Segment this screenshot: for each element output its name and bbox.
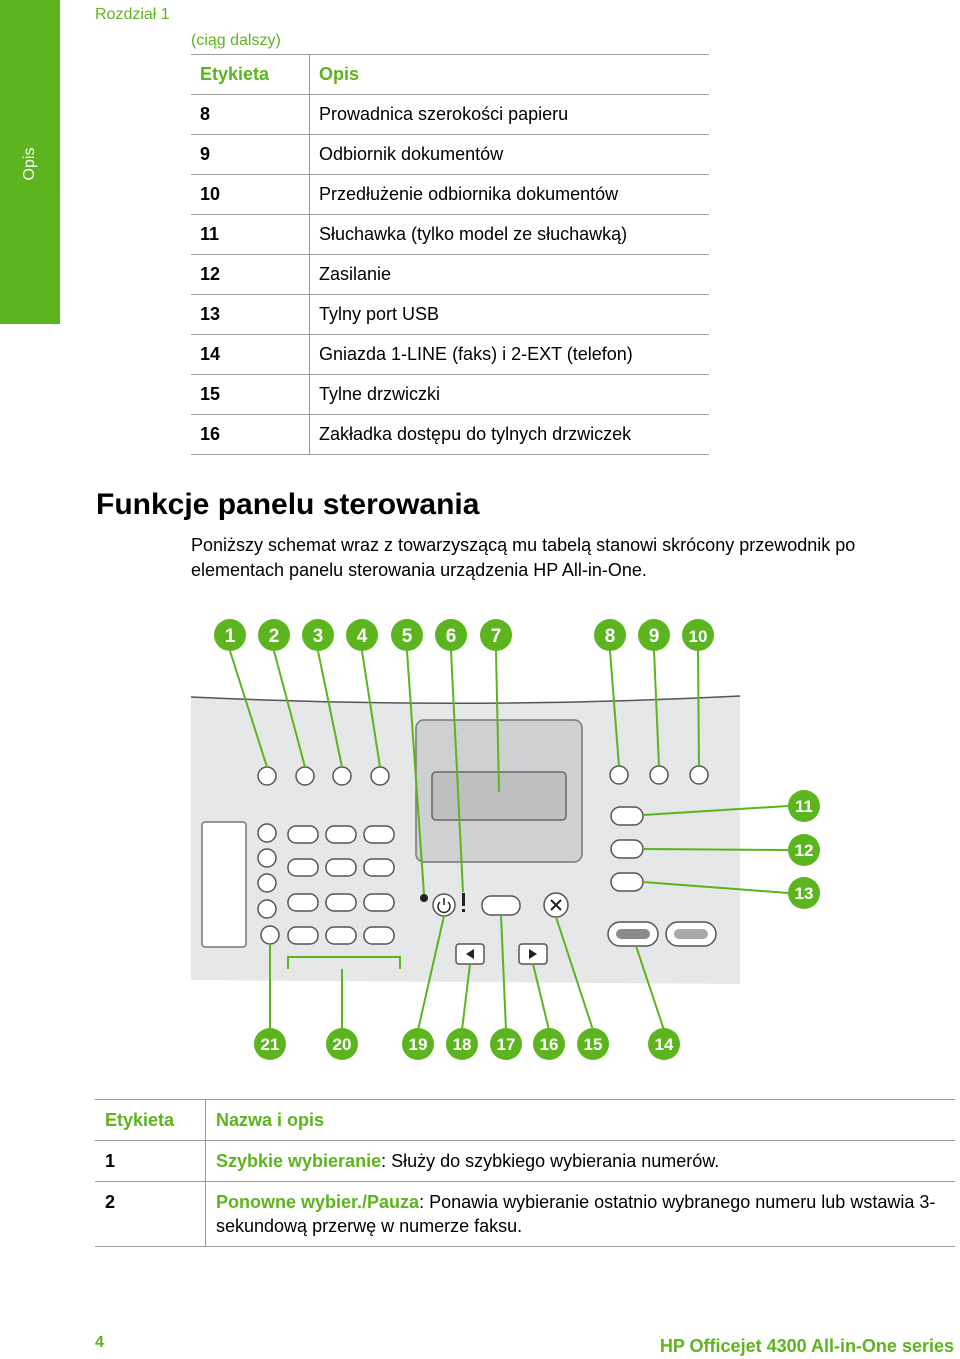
- row-description: Słuchawka (tylko model ze słuchawką): [310, 215, 710, 255]
- side-tab-label: Opis: [21, 147, 38, 181]
- page-number: 4: [95, 1334, 104, 1351]
- setup-button: [482, 896, 520, 915]
- feature-name: Ponowne wybier./Pauza: [216, 1192, 420, 1212]
- callout-label: 1: [224, 626, 236, 647]
- row-description: [206, 1182, 956, 1247]
- row-label: 1: [95, 1141, 206, 1182]
- table-row: [191, 295, 709, 335]
- table-row: [191, 175, 709, 215]
- control-panel-table: [95, 1099, 955, 1247]
- table-row: [191, 215, 709, 255]
- callout-label: 8: [604, 626, 616, 647]
- row-description: Prowadnica szerokości papieru: [310, 95, 710, 135]
- callout-label: 20: [332, 1035, 352, 1054]
- callout-label: 5: [401, 626, 413, 647]
- callout-badge: [435, 619, 467, 651]
- row-description: Tylny port USB: [310, 295, 710, 335]
- section-title: Funkcje panelu sterowania: [96, 488, 480, 521]
- callout-label: 16: [539, 1035, 559, 1054]
- row-label: 10: [191, 175, 310, 215]
- redial-pause-button: [296, 767, 314, 785]
- speed-dial-label-card: [202, 822, 246, 947]
- callout-label: 17: [496, 1035, 516, 1054]
- panel-button-9: [650, 766, 668, 784]
- row-label: 11: [191, 215, 310, 255]
- control-panel-diagram: [186, 612, 906, 1072]
- table-row: [191, 415, 709, 455]
- intro-paragraph: Poniższy schemat wraz z towarzyszącą mu tabelą stanowi skrócony przewodnik po elementach panelu sterowania urządzenia HP All-in-One.: [191, 535, 856, 580]
- callout-badge: [682, 619, 714, 651]
- callout-badge: [254, 1028, 286, 1060]
- row-label: 16: [191, 415, 310, 455]
- callout-badge: [480, 619, 512, 651]
- one-touch-button: [258, 849, 276, 867]
- row-label: 15: [191, 375, 310, 415]
- one-touch-button: [258, 824, 276, 842]
- side-tab: [0, 0, 60, 324]
- row-description: Odbiornik dokumentów: [310, 135, 710, 175]
- one-touch-button: [258, 874, 276, 892]
- table-header-row: [191, 55, 709, 95]
- callout-badge: [258, 619, 290, 651]
- feature-description: : Służy do szybkiego wybierania numerów.: [381, 1151, 720, 1171]
- row-label: 12: [191, 255, 310, 295]
- callout-label: 3: [312, 626, 324, 647]
- callout-label: 14: [654, 1035, 674, 1054]
- callout-badge: [346, 619, 378, 651]
- row-label: 2: [95, 1182, 206, 1247]
- callout-badge: [391, 619, 423, 651]
- callout-badge: [594, 619, 626, 651]
- table-row: [191, 255, 709, 295]
- panel-button-13: [611, 873, 643, 891]
- callout-badge: [788, 790, 820, 822]
- parts-table: [191, 54, 709, 455]
- callout-label: 13: [794, 884, 814, 903]
- row-label: 13: [191, 295, 310, 335]
- callout-badge: [533, 1028, 565, 1060]
- row-label: 14: [191, 335, 310, 375]
- row-description: Przedłużenie odbiornika dokumentów: [310, 175, 710, 215]
- panel-button-4: [371, 767, 389, 785]
- product-name: HP Officejet 4300 All-in-One series: [659, 1336, 954, 1356]
- table-row: [191, 375, 709, 415]
- callout-badge: [638, 619, 670, 651]
- callout-label: 2: [268, 626, 280, 647]
- row-description: Zasilanie: [310, 255, 710, 295]
- callout-badge: [214, 619, 246, 651]
- speed-dial-button: [258, 767, 276, 785]
- header-description: Opis: [310, 55, 710, 95]
- row-label: 8: [191, 95, 310, 135]
- callout-label: 21: [260, 1035, 280, 1054]
- header-name-description: Nazwa i opis: [206, 1100, 956, 1141]
- table-row: [191, 95, 709, 135]
- table-header-row: [95, 1100, 955, 1141]
- callout-label: 18: [452, 1035, 472, 1054]
- row-description: [206, 1141, 956, 1182]
- panel-button-8: [610, 766, 628, 784]
- row-description: Tylne drzwiczki: [310, 375, 710, 415]
- callout-label: 12: [794, 841, 814, 860]
- callout-label: 4: [356, 626, 368, 647]
- row-label: 9: [191, 135, 310, 175]
- header-label: Etykieta: [95, 1100, 206, 1141]
- callout-badge: [490, 1028, 522, 1060]
- panel-button-10: [690, 766, 708, 784]
- panel-button-3: [333, 767, 351, 785]
- panel-button-11: [611, 807, 643, 825]
- callout-label: 9: [648, 626, 660, 647]
- feature-name: Szybkie wybieranie: [216, 1151, 382, 1171]
- table-row: [191, 135, 709, 175]
- table-row: [95, 1182, 955, 1247]
- chapter-header: Rozdział 1: [95, 6, 170, 23]
- callout-badge: [446, 1028, 478, 1060]
- row-description: Gniazda 1-LINE (faks) i 2-EXT (telefon): [310, 335, 710, 375]
- callout-label: 6: [445, 626, 457, 647]
- continued-note: (ciąg dalszy): [191, 32, 281, 49]
- one-touch-button: [261, 926, 279, 944]
- table-row: [95, 1141, 955, 1182]
- row-description: Zakładka dostępu do tylnych drzwiczek: [310, 415, 710, 455]
- callout-label: 15: [583, 1035, 603, 1054]
- callout-label: 19: [408, 1035, 428, 1054]
- callout-label: 10: [688, 627, 708, 646]
- callout-label: 7: [490, 626, 502, 647]
- callout-badge: [788, 834, 820, 866]
- panel-button-12: [611, 840, 643, 858]
- table-row: [191, 335, 709, 375]
- callout-badge: [577, 1028, 609, 1060]
- callout-badge: [402, 1028, 434, 1060]
- callout-badge: [788, 877, 820, 909]
- led-indicator: [420, 894, 428, 902]
- one-touch-button: [258, 900, 276, 918]
- callout-badge: [326, 1028, 358, 1060]
- callout-badge: [302, 619, 334, 651]
- header-label: Etykieta: [191, 55, 310, 95]
- callout-badge: [648, 1028, 680, 1060]
- attention-icon: [462, 893, 465, 912]
- feature-description: : Ponawia wybieranie ostatnio wybranego numeru lub wstawia 3-sekundową przerwę w numerze faksu.: [216, 1192, 936, 1236]
- callout-label: 11: [795, 797, 813, 816]
